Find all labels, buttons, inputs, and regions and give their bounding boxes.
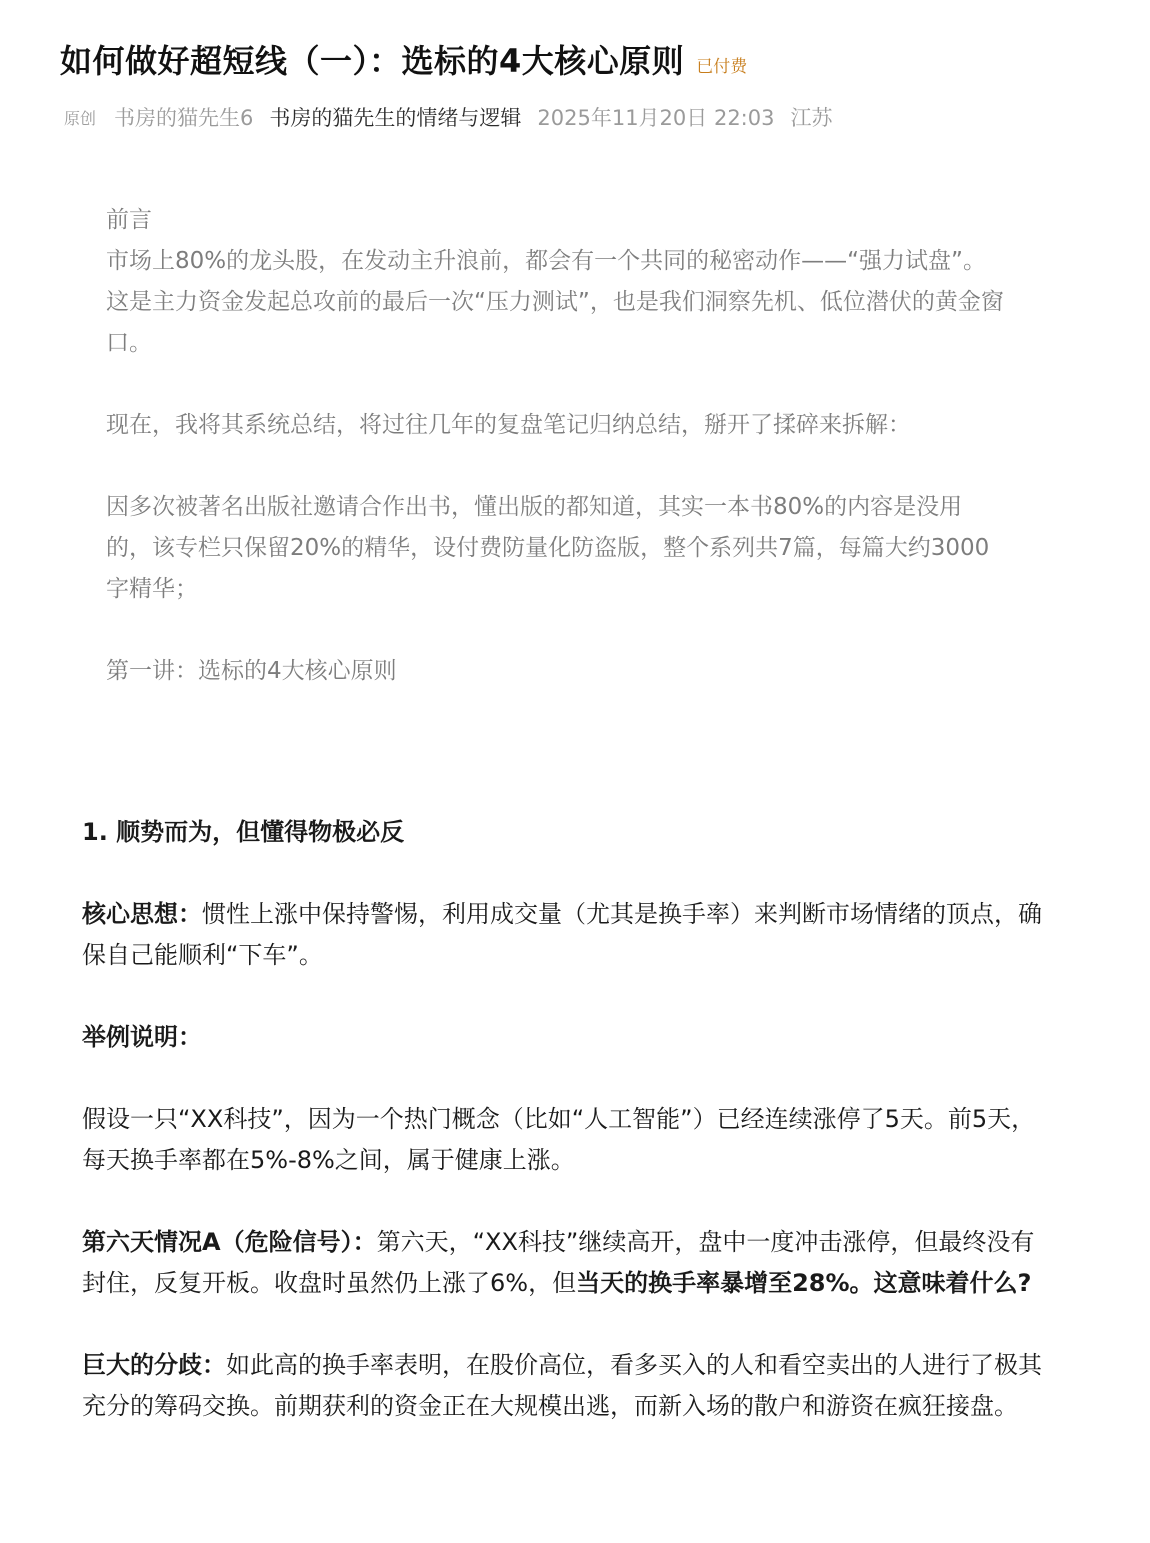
divergence-text: 如此高的换手率表明，在股价高位，看多买入的人和看空卖出的人进行了极其充分的筹码交换。前期获利的资金正在大规模出逃，而新入场的散户和游资在疯狂接盘。 xyxy=(82,1351,1042,1420)
spacer xyxy=(82,976,1042,1017)
core-idea-text: 惯性上涨中保持警惕，利用成交量（尤其是换手率）来判断市场情绪的顶点，确保自己能顺利“下车”。 xyxy=(82,900,1042,969)
example-label: 举例说明： xyxy=(82,1023,202,1051)
account-link[interactable]: 书房的猫先生的情绪与逻辑 xyxy=(269,106,522,130)
author-link[interactable]: 书房的猫先生6 xyxy=(114,106,254,130)
preface-paragraph: 现在，我将其系统总结，将过往几年的复盘笔记归纳总结，掰开了揉碎来拆解： xyxy=(106,412,911,438)
article-meta xyxy=(64,102,1104,132)
spacer xyxy=(82,853,1042,894)
core-idea-label: 核心思想： xyxy=(82,900,202,928)
day6-emphasis: 当天的换手率暴增至28%。这意味着什么? xyxy=(576,1269,1032,1297)
divergence-paragraph xyxy=(82,1345,1042,1427)
section-heading: 1. 顺势而为，但懂得物极必反 xyxy=(82,818,405,846)
day6-paragraph xyxy=(82,1222,1042,1304)
preface-paragraph: 第一讲：选标的4大核心原则 xyxy=(106,658,397,684)
article-header xyxy=(60,36,1100,82)
example-paragraph: 假设一只“XX科技”，因为一个热门概念（比如“人工智能”）已经连续涨停了5天。前5天，每天换手率都在5%-8%之间，属于健康上涨。 xyxy=(82,1105,1036,1174)
publish-datetime: 2025年11月20日 22:03 xyxy=(537,106,775,130)
day6-label: 第六天情况A（危险信号）： xyxy=(82,1228,377,1256)
paid-badge: 已付费 xyxy=(696,57,748,77)
spacer xyxy=(82,1181,1042,1222)
publish-location: 江苏 xyxy=(790,106,833,130)
preface-section xyxy=(106,200,1006,692)
day6-text: 第六天，“XX科技”继续高开，盘中一度冲击涨停，但最终没有封住，反复开板。收盘时虽然仍上涨了6%，但 xyxy=(82,1228,1035,1297)
preface-heading: 前言 xyxy=(106,207,152,233)
article-body xyxy=(82,812,1042,1427)
spacer xyxy=(106,364,1006,405)
spacer xyxy=(106,446,1006,487)
spacer xyxy=(82,1058,1042,1099)
divergence-label: 巨大的分歧： xyxy=(82,1351,226,1379)
preface-paragraph: 因多次被著名出版社邀请合作出书，懂出版的都知道，其实一本书80%的内容是没用的，该专栏只保留20%的精华，设付费防量化防盗版，整个系列共7篇，每篇大约3000字精华； xyxy=(106,494,990,602)
spacer xyxy=(106,610,1006,651)
spacer xyxy=(82,1304,1042,1345)
original-label: 原创 xyxy=(64,108,97,128)
core-idea-paragraph xyxy=(82,894,1042,976)
preface-paragraph: 市场上80%的龙头股，在发动主升浪前，都会有一个共同的秘密动作——“强力试盘”。这是主力资金发起总攻前的最后一次“压力测试”，也是我们洞察先机、低位潜伏的黄金窗口。 xyxy=(106,248,1004,356)
article-title: 如何做好超短线（一）：选标的4大核心原则 xyxy=(60,42,685,80)
